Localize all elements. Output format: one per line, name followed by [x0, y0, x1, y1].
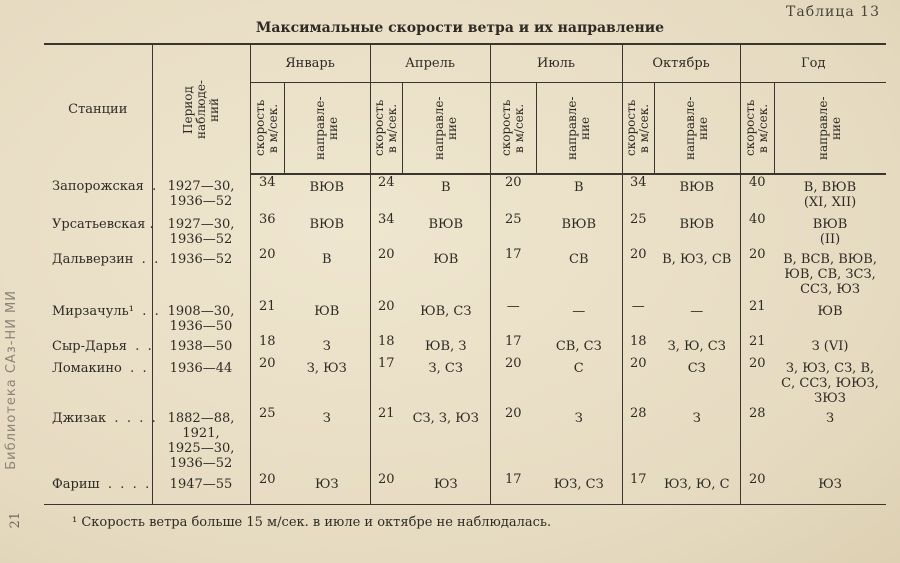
header-speed — [490, 82, 536, 174]
header-direction-text: направле- ние — [565, 95, 593, 160]
october-speed: 34 — [622, 174, 654, 212]
observation-period: 1947—55 — [152, 472, 250, 504]
april-direction: В — [440, 180, 451, 195]
october-direction: — — [690, 304, 704, 319]
october-speed: — — [622, 299, 654, 334]
july-direction: СВ — [569, 252, 589, 267]
january-speed: 18 — [250, 334, 284, 356]
year-speed: 20 — [740, 472, 774, 504]
observation-period: 1882—88, 1921, 1925—30, 1936—52 — [152, 406, 250, 472]
april-direction: ЮВ, СЗ — [420, 304, 472, 319]
station-name: Запорожская . — [52, 179, 157, 194]
station-name: Ломакино . . — [52, 361, 147, 376]
header-direction — [654, 82, 740, 174]
year-direction: З (VI) — [811, 339, 849, 354]
year-speed: 21 — [740, 299, 774, 334]
year-direction: ВЮВ (II) — [812, 217, 848, 247]
october-direction: З — [692, 411, 701, 426]
station-name: Сыр-Дарья . . — [52, 339, 152, 354]
header-month-october: Октябрь — [622, 44, 740, 82]
january-direction: З — [322, 339, 331, 354]
header-month-april: Апрель — [370, 44, 490, 82]
october-speed: 18 — [622, 334, 654, 356]
july-speed: 20 — [490, 406, 536, 472]
july-speed: 20 — [490, 356, 536, 406]
year-speed: 20 — [740, 356, 774, 406]
april-speed: 20 — [370, 247, 402, 299]
april-speed: 34 — [370, 212, 402, 247]
table-row — [44, 334, 886, 356]
header-speed-text: скорость в м/сек. — [499, 99, 527, 156]
july-direction: — — [572, 304, 586, 319]
january-direction: З, ЮЗ — [306, 361, 347, 376]
october-speed: 20 — [622, 356, 654, 406]
wind-speed-table — [44, 43, 886, 505]
january-direction: В — [321, 252, 332, 267]
year-speed: 20 — [740, 247, 774, 299]
header-direction — [402, 82, 490, 174]
page-number: 21 — [8, 512, 23, 529]
station-name: Урсатьевская . — [52, 217, 154, 232]
header-speed-text: скорость в м/сек. — [743, 99, 771, 156]
january-speed: 21 — [250, 299, 284, 334]
table-row — [44, 247, 886, 299]
footnote: ¹ Скорость ветра больше 15 м/сек. в июле и октябре не наблюдалась. — [72, 515, 552, 530]
april-speed: 21 — [370, 406, 402, 472]
october-speed: 25 — [622, 212, 654, 247]
july-direction: С — [573, 361, 584, 376]
april-speed: 17 — [370, 356, 402, 406]
april-speed: 20 — [370, 299, 402, 334]
year-speed: 40 — [740, 174, 774, 212]
year-direction: В, ВЮВ (XI, XII) — [803, 180, 857, 210]
january-speed: 34 — [250, 174, 284, 212]
october-direction: З, Ю, СЗ — [667, 339, 726, 354]
observation-period: 1908—30, 1936—50 — [152, 299, 250, 334]
july-speed: 25 — [490, 212, 536, 247]
header-speed — [370, 82, 402, 174]
october-speed: 20 — [622, 247, 654, 299]
january-speed: 20 — [250, 472, 284, 504]
table-number: Таблица 13 — [786, 4, 880, 20]
header-month-july: Июль — [490, 44, 622, 82]
january-speed: 25 — [250, 406, 284, 472]
january-speed: 36 — [250, 212, 284, 247]
april-direction: СЗ, З, ЮЗ — [412, 411, 479, 426]
observation-period: 1936—52 — [152, 247, 250, 299]
header-month-january: Январь — [250, 44, 370, 82]
table-row — [44, 406, 886, 472]
april-speed: 18 — [370, 334, 402, 356]
station-name: Дальверзин . . — [52, 252, 159, 267]
july-speed: 17 — [490, 247, 536, 299]
header-speed-text: скорость в м/сек. — [372, 99, 400, 156]
library-stamp: Библиотека САз-НИ МИ — [4, 290, 19, 470]
year-direction: В, ВСВ, ВЮВ, ЮВ, СВ, ЗСЗ, ССЗ, ЮЗ — [783, 252, 877, 297]
april-speed: 20 — [370, 472, 402, 504]
station-name: Фариш . . . . — [44, 472, 152, 504]
header-year: Год — [740, 44, 886, 82]
july-direction: ЮЗ, СЗ — [536, 472, 622, 504]
january-speed: 20 — [250, 356, 284, 406]
station-name: Мирзачуль¹ . . — [52, 304, 159, 319]
station-name: Джизак . . . . — [52, 411, 156, 426]
year-direction: З, ЮЗ, СЗ, В, С, ССЗ, ЮЮЗ, ЗЮЗ — [781, 361, 879, 406]
april-direction: ЮВ — [433, 252, 459, 267]
july-direction: В — [573, 180, 584, 195]
header-direction — [536, 82, 622, 174]
january-speed: 20 — [250, 247, 284, 299]
october-direction: В, ЮЗ, СВ — [662, 252, 732, 267]
january-direction: ЮЗ — [284, 472, 370, 504]
october-speed: 17 — [622, 472, 654, 504]
july-speed: — — [490, 299, 536, 334]
october-direction: ВЮВ — [679, 217, 715, 232]
header-direction-text: направле- ние — [313, 95, 340, 160]
header-speed — [622, 82, 654, 174]
year-speed: 28 — [740, 406, 774, 472]
july-speed: 20 — [490, 174, 536, 212]
table-row — [44, 299, 886, 334]
april-direction: ЮЗ — [402, 472, 490, 504]
table-title: Максимальные скорости ветра и их направление — [255, 20, 665, 36]
year-direction: З — [825, 411, 835, 426]
april-speed: 24 — [370, 174, 402, 212]
year-speed: 21 — [740, 334, 774, 356]
july-direction: З — [574, 411, 583, 426]
october-speed: 28 — [622, 406, 654, 472]
header-direction-text: направле- ние — [432, 95, 460, 160]
april-direction: ЮВ, З — [425, 339, 467, 354]
october-direction: ЮЗ, Ю, С — [654, 472, 740, 504]
header-speed — [740, 82, 774, 174]
header-speed-text: скорость в м/сек. — [624, 99, 652, 156]
july-speed: 17 — [490, 472, 536, 504]
january-direction: ВЮВ — [309, 180, 345, 195]
january-direction: ЮВ — [314, 304, 340, 319]
table-row — [44, 356, 886, 406]
table-row — [44, 174, 886, 212]
year-speed: 40 — [740, 212, 774, 247]
january-direction: З — [322, 411, 331, 426]
header-speed-text: скорость в м/сек. — [253, 99, 280, 156]
observation-period: 1938—50 — [152, 334, 250, 356]
table-row — [44, 472, 886, 504]
october-direction: СЗ — [687, 361, 706, 376]
observation-period: 1927—30, 1936—52 — [152, 174, 250, 212]
header-direction — [284, 82, 370, 174]
year-direction: ЮВ — [817, 304, 843, 319]
april-direction: З, СЗ — [428, 361, 463, 376]
header-speed — [250, 82, 284, 174]
header-station: Станции — [44, 44, 152, 174]
april-direction: ВЮВ — [428, 217, 464, 232]
table-row — [44, 212, 886, 247]
october-direction: ВЮВ — [679, 180, 715, 195]
header-period-text: Период наблюде- ний — [180, 80, 221, 139]
year-direction: ЮЗ — [774, 472, 886, 504]
header-direction — [774, 82, 886, 174]
header-direction-text: направле- ние — [816, 95, 844, 160]
observation-period: 1936—44 — [152, 356, 250, 406]
header-direction-text: направле- ние — [683, 95, 711, 160]
july-speed: 17 — [490, 334, 536, 356]
observation-period: 1927—30, 1936—52 — [152, 212, 250, 247]
july-direction: СВ, СЗ — [555, 339, 602, 354]
july-direction: ВЮВ — [561, 217, 597, 232]
header-period — [152, 44, 250, 174]
january-direction: ВЮВ — [309, 217, 345, 232]
